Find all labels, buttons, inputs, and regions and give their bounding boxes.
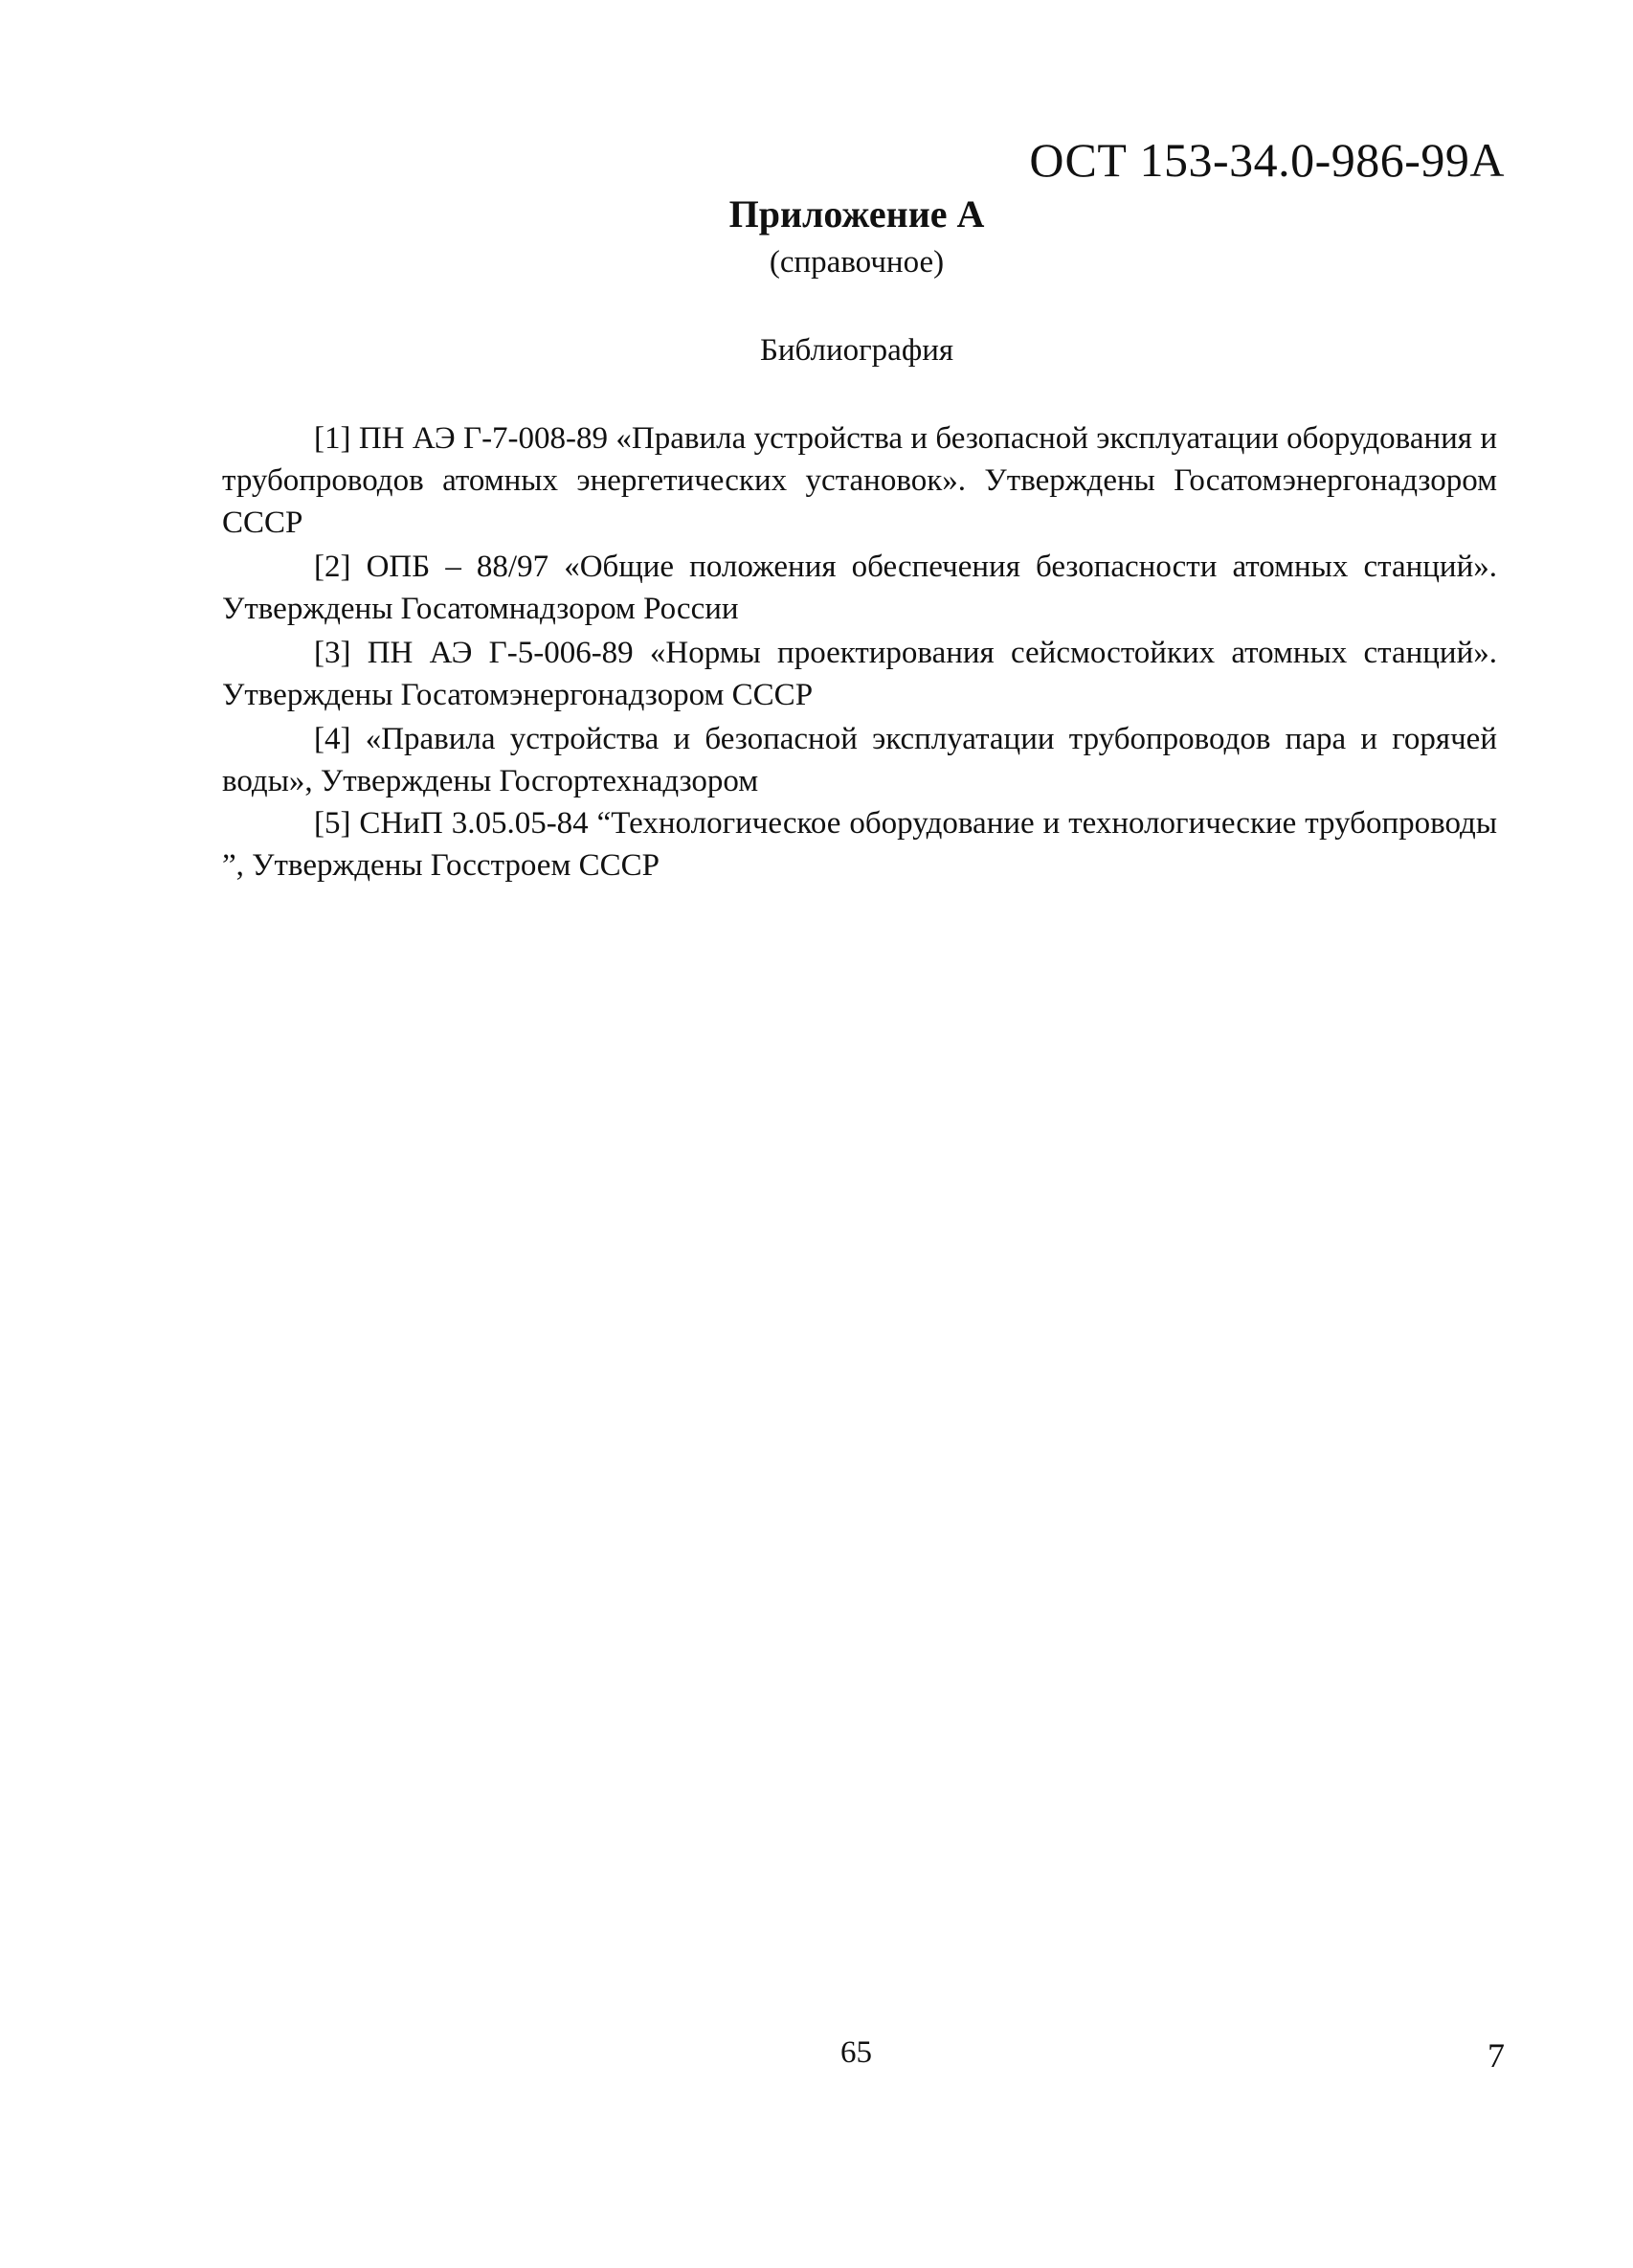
reference-item-2: [2] ОПБ – 88/97 «Общие положения обеспечения безопасности атомных станций». Утверждены Госатомнадзором России [222, 550, 1497, 626]
sheet-number: 7 [1488, 2036, 1505, 2075]
appendix-subtitle: (справочное) [769, 245, 945, 280]
document-code: ОСТ 153-34.0-986-99А [1029, 133, 1505, 187]
reference-item-5: [5] СНиП 3.05.05-84 “Технологическое оборудование и технологические трубопроводы ”, Утверждены Госстроем СССР [222, 806, 1497, 883]
reference-item-1: [1] ПН АЭ Г-7-008-89 «Правила устройства и безопасной эксплуатации оборудования и трубопроводов атомных энергетических установок». Утверждены Госатомэнергонадзором СССР [222, 421, 1497, 540]
reference-item-3: [3] ПН АЭ Г-5-006-89 «Нормы проектирования сейсмостойких атомных станций». Утверждены Госатомэнергонадзором СССР [222, 636, 1497, 712]
page-number: 65 [840, 2035, 872, 2070]
bibliography-heading: Библиография [759, 333, 954, 368]
bibliography-list [222, 417, 1497, 887]
appendix-title: Приложение А [728, 192, 985, 236]
reference-item-4: [4] «Правила устройства и безопасной эксплуатации трубопроводов пара и горячей воды», Утверждены Госгортехнадзором [222, 722, 1497, 798]
